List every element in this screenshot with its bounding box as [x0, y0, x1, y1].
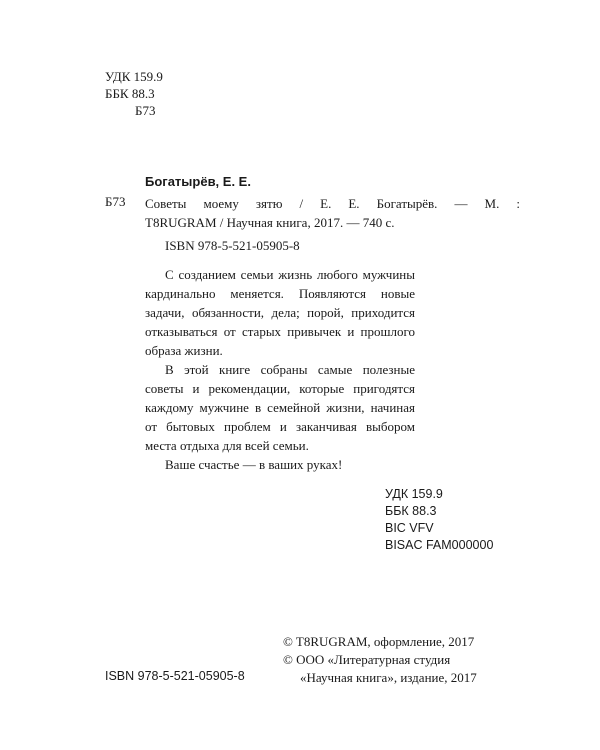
- code-udk: УДК 159.9: [385, 487, 443, 501]
- author-sign-margin: Б73: [105, 194, 126, 209]
- code-bisac: BISAC FAM000000: [385, 538, 494, 552]
- annotation: [145, 265, 415, 474]
- annotation-paragraph-3: Ваше счастье — в ваших руках!: [165, 457, 343, 472]
- copyright-line-1: © T8RUGRAM, оформление, 2017: [283, 634, 475, 649]
- copyright-block: [283, 633, 477, 687]
- udk-code: УДК 159.9: [105, 69, 163, 84]
- copyright-line-3: «Научная книга», издание, 2017: [300, 670, 477, 685]
- author-heading: Богатырёв, Е. Е.: [145, 174, 251, 189]
- codes-block: [385, 486, 493, 554]
- bbk-code: ББК 88.3: [105, 86, 155, 101]
- code-bbk: ББК 88.3: [385, 504, 437, 518]
- isbn-footer: ISBN 978-5-521-05905-8: [105, 669, 245, 683]
- annotation-paragraph-2: В этой книге собраны самые полезные советы и рекомендации, которые пригодятся каждому мужчине в семейной жизни, начиная от бытовых проблем и заканчивая выбором места отдыха для всей семьи.: [145, 362, 415, 453]
- bibliographic-description: [145, 194, 520, 232]
- code-bic: BIC VFV: [385, 521, 434, 535]
- annotation-paragraph-1: С созданием семьи жизнь любого мужчины кардинально меняется. Появляются новые задачи, обязанности, дела; порой, приходится отказываться от старых привычек и прошлого образа жизни.: [145, 267, 415, 358]
- isbn-main: ISBN 978-5-521-05905-8: [165, 238, 300, 253]
- classification-block: [105, 68, 163, 119]
- biblio-line-1: Советы моему зятю / Е. Е. Богатырёв. — М. :: [145, 196, 520, 211]
- author-sign: Б73: [135, 103, 156, 118]
- biblio-line-2: T8RUGRAM / Научная книга, 2017. — 740 с.: [145, 215, 395, 230]
- copyright-line-2: © ООО «Литературная студия: [283, 652, 451, 667]
